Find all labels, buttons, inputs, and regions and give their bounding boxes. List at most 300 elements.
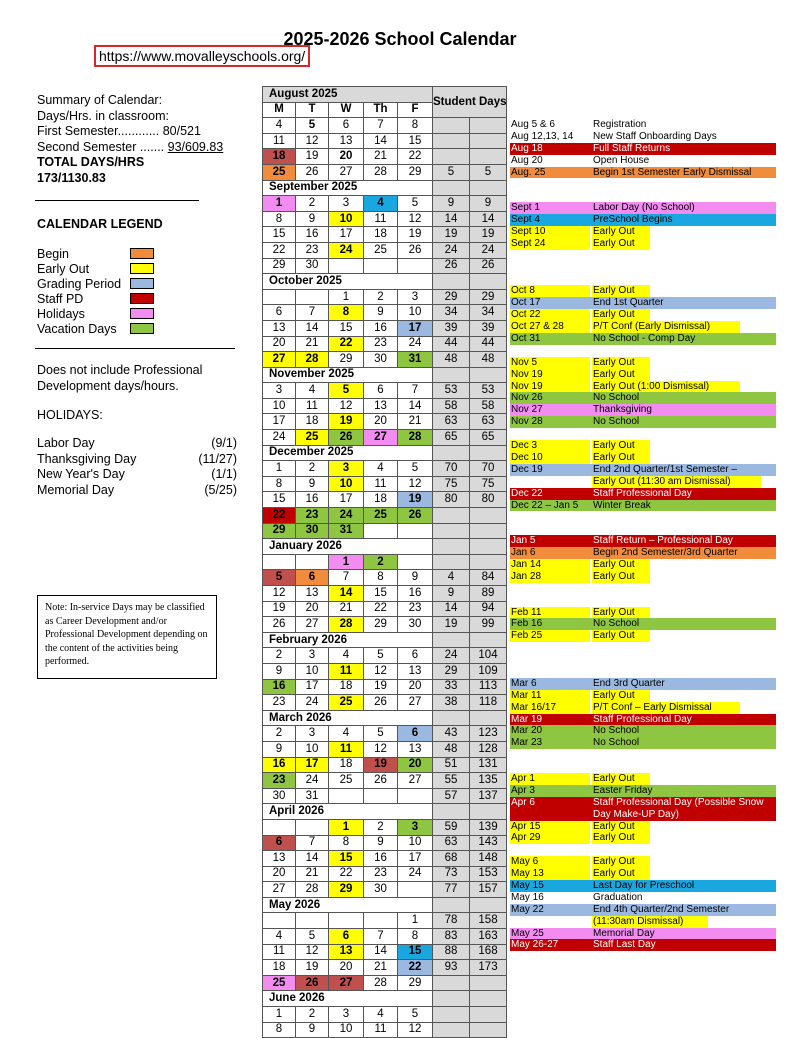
day-cell: 26 (329, 430, 364, 446)
student-days-cell: 48 (433, 352, 470, 368)
day-cell: 18 (364, 492, 398, 508)
event-row: Mar 19 Staff Professional Day (510, 714, 776, 726)
day-cell: 10 (296, 741, 329, 757)
event-row: Nov 28 No School (510, 416, 776, 428)
day-cell (398, 554, 433, 570)
legend-swatch (130, 293, 154, 304)
event-row: Apr 1 Early Out (510, 773, 776, 785)
day-cell: 4 (329, 726, 364, 742)
legend-swatch (130, 308, 154, 319)
event-row: Dec 19 End 2nd Quarter/1st Semester – (510, 464, 776, 476)
day-cell: 11 (364, 1022, 398, 1038)
day-cell: 27 (263, 882, 296, 898)
day-cell: 16 (263, 679, 296, 695)
student-days-cell: 84 (470, 570, 507, 586)
student-days-cell: 39 (433, 320, 470, 336)
day-cell: 20 (263, 866, 296, 882)
day-cell: 27 (364, 430, 398, 446)
event-row: Early Out (11:30 am Dismissal) (510, 476, 776, 488)
event-row: May 13 Early Out (510, 868, 776, 880)
event-row: May 6 Early Out (510, 856, 776, 868)
event-row: Apr 15 Early Out (510, 821, 776, 833)
day-cell: 13 (364, 398, 398, 414)
day-cell: 29 (263, 258, 296, 274)
day-cell: 4 (263, 118, 296, 134)
event-row: Dec 3 Early Out (510, 440, 776, 452)
student-days-cell: 24 (433, 648, 470, 664)
day-cell (329, 258, 364, 274)
holiday-item: Thanksgiving Day (11/27) (37, 451, 237, 466)
event-row (510, 190, 776, 202)
day-cell: 22 (329, 866, 364, 882)
day-cell (296, 819, 329, 835)
day-cell: 20 (398, 679, 433, 695)
month-header: June 2026 (263, 991, 433, 1007)
day-cell: 23 (263, 695, 296, 711)
day-cell: 25 (329, 773, 364, 789)
student-days-cell (470, 1007, 507, 1023)
student-days-cell: 43 (433, 726, 470, 742)
event-row: Dec 22 – Jan 5 Winter Break (510, 500, 776, 512)
student-days-cell (433, 1022, 470, 1038)
student-days-cell: 58 (470, 398, 507, 414)
event-row: Oct 22 Early Out (510, 309, 776, 321)
legend-title: CALENDAR LEGEND (37, 217, 163, 231)
student-days-cell: 88 (433, 944, 470, 960)
event-row (510, 666, 776, 678)
day-cell: 13 (296, 586, 329, 602)
day-cell: 11 (329, 741, 364, 757)
day-cell: 10 (398, 305, 433, 321)
day-cell: 21 (364, 960, 398, 976)
event-row: May 22 End 4th Quarter/2nd Semester (510, 904, 776, 916)
day-cell: 25 (296, 430, 329, 446)
day-cell: 22 (398, 960, 433, 976)
event-row: Feb 25 Early Out (510, 630, 776, 642)
day-cell: 12 (296, 944, 329, 960)
event-row: Apr 3 Easter Friday (510, 785, 776, 797)
legend-swatch (130, 323, 154, 334)
event-row: Mar 23 No School (510, 737, 776, 749)
student-days-cell: 19 (433, 227, 470, 243)
day-cell: 29 (398, 164, 433, 180)
day-cell: 12 (398, 1022, 433, 1038)
event-row: Jan 6 Begin 2nd Semester/3rd Quarter (510, 547, 776, 559)
day-cell (263, 819, 296, 835)
day-cell: 2 (296, 1007, 329, 1023)
event-row: Aug. 25 Begin 1st Semester Early Dismissal (510, 167, 776, 179)
day-cell: 20 (296, 601, 329, 617)
day-cell: 8 (263, 476, 296, 492)
day-cell: 30 (398, 617, 433, 633)
day-cell: 27 (398, 695, 433, 711)
day-cell: 11 (329, 663, 364, 679)
student-days-cell: 157 (470, 882, 507, 898)
day-cell: 2 (263, 648, 296, 664)
student-days-cell: 26 (433, 258, 470, 274)
day-cell: 7 (296, 835, 329, 851)
day-cell: 13 (329, 133, 364, 149)
student-days-cell: 9 (433, 586, 470, 602)
day-cell: 20 (364, 414, 398, 430)
website-link[interactable]: https://www.movalleyschools.org/ (94, 45, 310, 67)
event-row: Sept 1 Labor Day (No School) (510, 202, 776, 214)
day-cell: 23 (364, 866, 398, 882)
event-row: Mar 11 Early Out (510, 690, 776, 702)
event-row: Nov 27 Thanksgiving (510, 404, 776, 416)
day-cell: 28 (364, 975, 398, 991)
event-row: Aug 18 Full Staff Returns (510, 143, 776, 155)
day-cell: 5 (364, 726, 398, 742)
student-days-cell: 53 (433, 383, 470, 399)
day-cell: 19 (398, 492, 433, 508)
student-days-cell: 14 (470, 211, 507, 227)
day-cell: 28 (329, 617, 364, 633)
day-cell: 31 (296, 788, 329, 804)
student-days-cell: 5 (470, 164, 507, 180)
event-row (510, 345, 776, 357)
day-cell: 2 (263, 726, 296, 742)
inservice-note: Note: In-service Days may be classified as Career Development and/or Professional Development depending on the content of the activities being performed. (37, 595, 217, 679)
day-cell: 19 (398, 227, 433, 243)
student-days-cell: 24 (470, 242, 507, 258)
student-days-cell: 173 (470, 960, 507, 976)
student-days-cell (433, 975, 470, 991)
month-header: April 2026 (263, 804, 433, 820)
day-cell: 25 (364, 242, 398, 258)
day-cell: 1 (329, 289, 364, 305)
day-cell: 6 (263, 835, 296, 851)
day-cell: 23 (296, 242, 329, 258)
day-cell: 23 (398, 601, 433, 617)
student-days-cell (433, 1007, 470, 1023)
weekday-header: W (329, 102, 364, 118)
day-cell: 21 (398, 414, 433, 430)
day-cell (398, 882, 433, 898)
day-cell: 17 (398, 320, 433, 336)
student-days-cell: 128 (470, 741, 507, 757)
day-cell: 28 (296, 352, 329, 368)
event-row (510, 262, 776, 274)
event-row: Feb 16 No School (510, 618, 776, 630)
day-cell: 15 (398, 133, 433, 149)
student-days-cell: 14 (433, 601, 470, 617)
day-cell: 30 (364, 352, 398, 368)
day-cell: 8 (398, 118, 433, 134)
day-cell: 8 (364, 570, 398, 586)
student-days-cell: 75 (433, 476, 470, 492)
day-cell: 2 (364, 819, 398, 835)
day-cell: 12 (296, 133, 329, 149)
day-cell: 28 (364, 164, 398, 180)
day-cell: 11 (364, 211, 398, 227)
day-cell: 13 (263, 320, 296, 336)
day-cell: 19 (296, 960, 329, 976)
day-cell (296, 913, 329, 929)
event-row: Mar 20 No School (510, 725, 776, 737)
student-days-cell: 34 (470, 305, 507, 321)
day-cell: 3 (296, 648, 329, 664)
day-cell: 18 (263, 960, 296, 976)
day-cell: 2 (364, 289, 398, 305)
day-cell: 16 (364, 851, 398, 867)
event-row (510, 654, 776, 666)
day-cell: 22 (398, 149, 433, 165)
student-days-cell: 34 (433, 305, 470, 321)
student-days-cell: 29 (433, 663, 470, 679)
day-cell: 1 (329, 819, 364, 835)
divider (35, 348, 235, 349)
month-header: February 2026 (263, 632, 433, 648)
day-cell: 24 (263, 430, 296, 446)
day-cell: 2 (296, 196, 329, 212)
day-cell: 3 (398, 819, 433, 835)
student-days-cell: 123 (470, 726, 507, 742)
event-row: Oct 17 End 1st Quarter (510, 297, 776, 309)
event-row: May 26-27 Staff Last Day (510, 939, 776, 951)
day-cell: 21 (364, 149, 398, 165)
day-cell: 16 (296, 227, 329, 243)
day-cell: 9 (296, 211, 329, 227)
student-days-cell: 29 (470, 289, 507, 305)
day-cell: 18 (329, 757, 364, 773)
day-cell: 25 (364, 508, 398, 524)
student-days-cell (433, 118, 470, 134)
event-row: Sept 10 Early Out (510, 226, 776, 238)
student-days-cell (433, 133, 470, 149)
day-cell: 15 (263, 227, 296, 243)
holiday-item: New Year's Day (1/1) (37, 467, 237, 481)
day-cell: 3 (263, 383, 296, 399)
day-cell: 14 (364, 944, 398, 960)
student-days-cell (433, 554, 470, 570)
day-cell: 24 (296, 773, 329, 789)
student-days-cell: 59 (433, 819, 470, 835)
day-cell: 31 (329, 523, 364, 539)
student-days-cell (470, 523, 507, 539)
calendar-grid (262, 86, 507, 1038)
legend-swatch (130, 248, 154, 259)
day-cell: 10 (329, 211, 364, 227)
student-days-cell: 9 (433, 196, 470, 212)
day-cell: 3 (398, 289, 433, 305)
event-row: Apr 29 Early Out (510, 832, 776, 844)
day-cell: 2 (296, 461, 329, 477)
student-days-cell: 75 (470, 476, 507, 492)
holidays-title: HOLIDAYS: (37, 408, 103, 422)
day-cell (398, 523, 433, 539)
legend-label: Early Out (37, 262, 90, 276)
student-days-cell: 70 (433, 461, 470, 477)
day-cell: 16 (263, 757, 296, 773)
day-cell: 9 (296, 476, 329, 492)
day-cell: 4 (296, 383, 329, 399)
event-row: Oct 8 Early Out (510, 285, 776, 297)
student-days-cell: 26 (470, 258, 507, 274)
day-cell: 4 (329, 648, 364, 664)
day-cell (263, 554, 296, 570)
student-days-cell: 63 (470, 414, 507, 430)
day-cell: 5 (329, 383, 364, 399)
day-cell: 26 (364, 695, 398, 711)
student-days-cell: 118 (470, 695, 507, 711)
weekday-header: F (398, 102, 433, 118)
day-cell: 3 (329, 1007, 364, 1023)
day-cell: 17 (398, 851, 433, 867)
student-days-cell: 137 (470, 788, 507, 804)
student-days-cell: 83 (433, 929, 470, 945)
student-days-cell: 51 (433, 757, 470, 773)
student-days-cell (470, 1022, 507, 1038)
day-cell: 19 (296, 149, 329, 165)
student-days-cell (470, 508, 507, 524)
divider (35, 200, 199, 201)
day-cell: 17 (296, 757, 329, 773)
student-days-cell: 48 (433, 741, 470, 757)
day-cell: 26 (364, 773, 398, 789)
summary-line: Summary of Calendar: (37, 93, 163, 107)
event-row: Jan 28 Early Out (510, 571, 776, 583)
month-header: January 2026 (263, 539, 433, 555)
student-days-cell: 109 (470, 663, 507, 679)
day-cell: 15 (329, 851, 364, 867)
day-cell: 6 (329, 118, 364, 134)
total-value: 173/1130.83 (37, 170, 106, 185)
pd-note: Does not include Professional Development days/hours. (37, 363, 203, 393)
day-cell: 16 (398, 586, 433, 602)
day-cell: 1 (263, 1007, 296, 1023)
student-days-cell: 65 (470, 430, 507, 446)
event-row: Jan 14 Early Out (510, 559, 776, 571)
day-cell: 17 (329, 227, 364, 243)
event-row: Aug 5 & 6 Registration (511, 119, 647, 130)
month-header: March 2026 (263, 710, 433, 726)
legend-label: Begin (37, 247, 69, 261)
total-label: TOTAL DAYS/HRS (37, 155, 145, 169)
day-cell: 13 (398, 663, 433, 679)
student-days-cell: 63 (433, 835, 470, 851)
event-row (510, 250, 776, 262)
day-cell: 30 (263, 788, 296, 804)
month-header: October 2025 (263, 274, 433, 290)
day-cell (364, 788, 398, 804)
day-cell: 8 (329, 835, 364, 851)
day-cell: 15 (263, 492, 296, 508)
event-row: Aug 12,13, 14 New Staff Onboarding Days (511, 130, 717, 142)
event-row (510, 844, 776, 856)
month-header: August 2025 (263, 87, 433, 103)
day-cell: 7 (296, 305, 329, 321)
student-days-cell: 44 (470, 336, 507, 352)
event-row: Sept 24 Early Out (510, 238, 776, 250)
student-days-cell (433, 523, 470, 539)
student-days-cell (470, 975, 507, 991)
student-days-cell (433, 149, 470, 165)
event-row: Aug 20 Open House (511, 154, 650, 166)
day-cell: 19 (364, 679, 398, 695)
student-days-cell: 68 (433, 851, 470, 867)
day-cell: 31 (398, 352, 433, 368)
event-row (510, 178, 776, 190)
weekday-header: Th (364, 102, 398, 118)
day-cell: 29 (263, 523, 296, 539)
day-cell: 30 (296, 258, 329, 274)
day-cell: 22 (329, 336, 364, 352)
weekday-header: T (296, 102, 329, 118)
event-row: Oct 27 & 28 P/T Conf (Early Dismissal) (510, 321, 776, 333)
day-cell: 14 (296, 320, 329, 336)
day-cell: 5 (296, 929, 329, 945)
day-cell: 12 (329, 398, 364, 414)
student-days-cell: 53 (470, 383, 507, 399)
event-row: Feb 11 Early Out (510, 607, 776, 619)
day-cell: 14 (329, 586, 364, 602)
day-cell: 5 (398, 461, 433, 477)
student-days-cell: 73 (433, 866, 470, 882)
day-cell: 7 (364, 118, 398, 134)
legend-label: Grading Period (37, 277, 122, 291)
month-header: December 2025 (263, 445, 433, 461)
student-days-cell: 148 (470, 851, 507, 867)
student-days-cell: 65 (433, 430, 470, 446)
day-cell: 21 (296, 336, 329, 352)
day-cell: 23 (263, 773, 296, 789)
student-days-cell: 135 (470, 773, 507, 789)
student-days-cell: 9 (470, 196, 507, 212)
student-days-cell: 99 (470, 617, 507, 633)
day-cell: 5 (263, 570, 296, 586)
student-days-cell: 104 (470, 648, 507, 664)
day-cell: 8 (398, 929, 433, 945)
day-cell (398, 258, 433, 274)
student-days-cell: 80 (433, 492, 470, 508)
day-cell: 7 (329, 570, 364, 586)
legend-label: Vacation Days (37, 322, 117, 336)
day-cell: 26 (296, 164, 329, 180)
event-row (510, 511, 776, 523)
student-days-cell: 19 (470, 227, 507, 243)
day-cell: 6 (398, 726, 433, 742)
student-days-cell: 58 (433, 398, 470, 414)
event-row: Mar 6 End 3rd Quarter (510, 678, 776, 690)
day-cell: 24 (329, 242, 364, 258)
holiday-item: Memorial Day (5/25) (37, 482, 237, 497)
day-cell: 4 (364, 461, 398, 477)
day-cell: 1 (263, 461, 296, 477)
day-cell: 20 (329, 960, 364, 976)
event-row: Jan 5 Staff Return – Professional Day (510, 535, 776, 547)
day-cell: 19 (263, 601, 296, 617)
legend-swatch (130, 278, 154, 289)
day-cell: 8 (263, 211, 296, 227)
day-cell: 17 (329, 492, 364, 508)
student-days-cell (470, 133, 507, 149)
student-days-cell: 57 (433, 788, 470, 804)
event-row: Oct 31 No School - Comp Day (510, 333, 776, 345)
student-days-cell: 33 (433, 679, 470, 695)
day-cell: 27 (329, 975, 364, 991)
day-cell: 29 (329, 882, 364, 898)
event-row: Apr 6 Staff Professional Day (Possible Snow (510, 797, 776, 809)
event-row: Nov 19 Early Out (510, 369, 776, 381)
student-days-cell: 113 (470, 679, 507, 695)
day-cell: 30 (364, 882, 398, 898)
day-cell: 12 (398, 211, 433, 227)
student-days-cell: 63 (433, 414, 470, 430)
student-days-cell: 153 (470, 866, 507, 882)
day-cell: 8 (329, 305, 364, 321)
day-cell: 22 (263, 508, 296, 524)
